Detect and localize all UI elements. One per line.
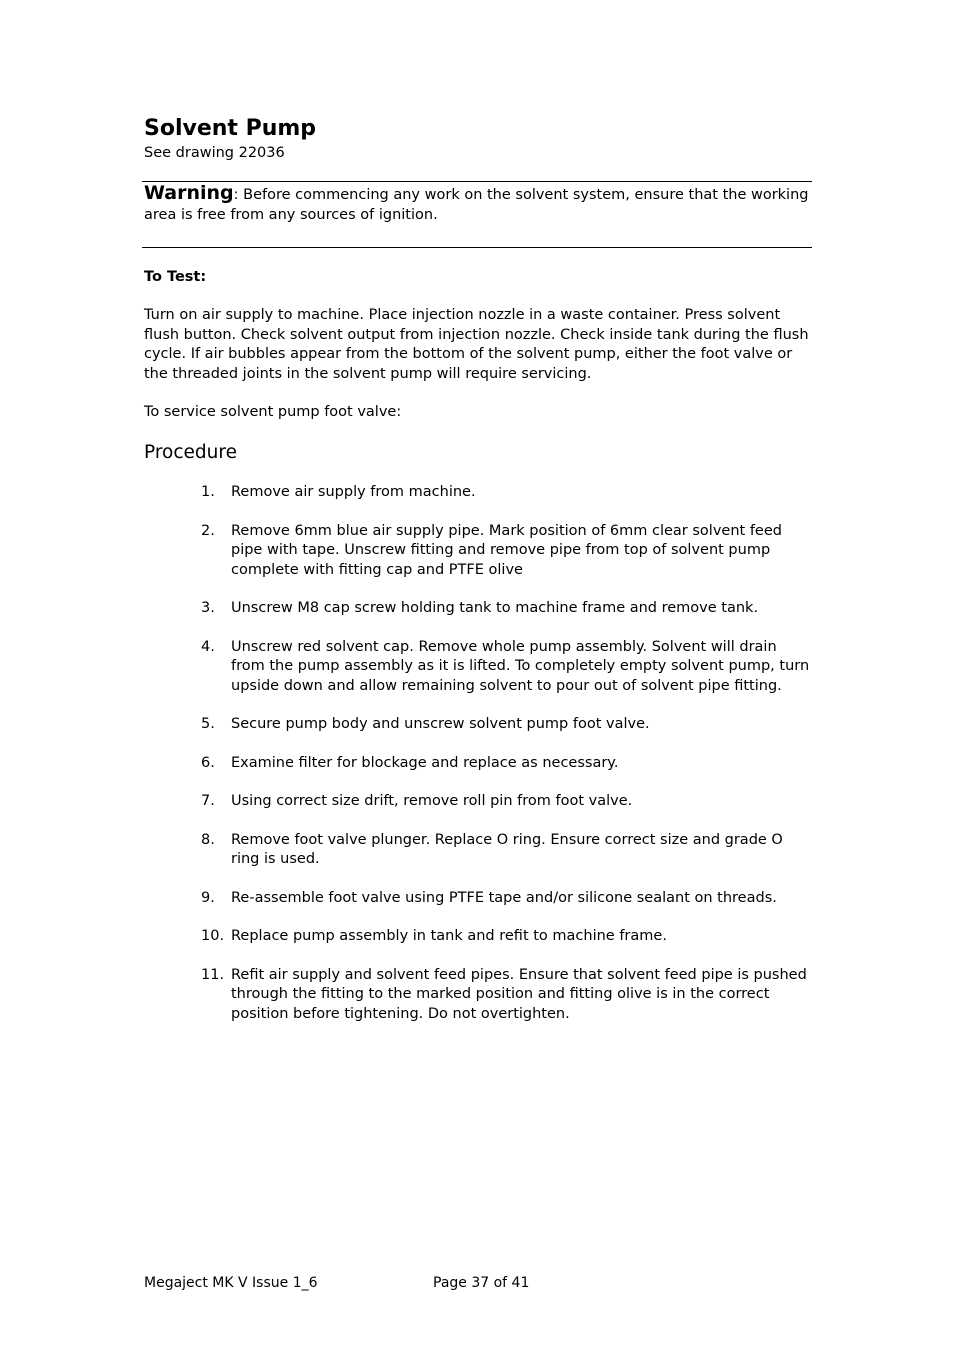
step-number: 7. [201, 793, 215, 809]
step-text: Refit air supply and solvent feed pipes. Ensure that solvent feed pipe is pushed through the fitting to the marked position and fitting olive is in the correct position before tightening. Do not overtighten. [231, 966, 807, 1022]
procedure-step [0, 522, 811, 581]
step-text: Remove foot valve plunger. Replace O ring. Ensure correct size and grade O ring is used. [231, 831, 783, 867]
procedure-step [0, 792, 811, 812]
step-number: 9. [201, 889, 215, 906]
procedure-step [0, 483, 811, 503]
procedure-step [0, 599, 811, 619]
procedure-step [0, 889, 811, 909]
step-text: Using correct size drift, remove roll pin from foot valve. [231, 793, 633, 809]
step-text: Re-assemble foot valve using PTFE tape and/or silicone sealant on threads. [231, 889, 777, 906]
step-number: 8. [201, 831, 215, 848]
step-text: Remove air supply from machine. [231, 484, 476, 500]
procedure-step [0, 966, 811, 1025]
test-paragraph: Turn on air supply to machine. Place injection nozzle in a waste container. Press solvent flush button. Check solvent output from injection nozzle. Check inside tank during the flush cycle. If air bubbles appear from the bottom of the solvent pump, either the foot valve or the threaded joints in the solvent pump will require servicing. [144, 307, 809, 382]
warning-top-divider [142, 181, 812, 182]
step-text: Unscrew M8 cap screw holding tank to machine frame and remove tank. [231, 600, 759, 616]
step-number: 10. [201, 928, 225, 944]
step-number: 5. [201, 716, 215, 732]
procedure-heading: Procedure [144, 442, 237, 463]
step-number: 1. [201, 484, 215, 500]
warning-bottom-divider [142, 247, 812, 248]
step-number: 2. [201, 522, 215, 539]
procedure-step [0, 638, 811, 697]
footer-page-number: Page 37 of 41 [433, 1275, 530, 1291]
warning-text: : Before commencing any work on the solvent system, ensure that the working area is free from any sources of ignition. [144, 187, 809, 223]
step-number: 6. [201, 754, 215, 771]
step-text: Examine filter for blockage and replace as necessary. [231, 754, 619, 771]
procedure-step [0, 754, 811, 774]
step-text: Replace pump assembly in tank and refit to machine frame. [231, 928, 667, 944]
step-text: Remove 6mm blue air supply pipe. Mark position of 6mm clear solvent feed pipe with tape. Unscrew fitting and remove pipe from top of solvent pump complete with fitting cap and PTFE olive [231, 522, 782, 578]
page-title: Solvent Pump [144, 116, 317, 141]
step-text: Secure pump body and unscrew solvent pump foot valve. [231, 716, 650, 732]
procedure-steps [0, 483, 954, 1043]
test-heading: To Test: [144, 269, 207, 285]
procedure-step [0, 715, 811, 735]
warning-box [144, 183, 809, 225]
step-text: Unscrew red solvent cap. Remove whole pump assembly. Solvent will drain from the pump assembly as it is lifted. To completely empty solvent pump, turn upside down and allow remaining solvent to pour out of solvent pipe fitting. [231, 638, 810, 694]
step-number: 4. [201, 638, 215, 655]
step-number: 11. [201, 966, 225, 983]
footer-document-id: Megaject MK V Issue 1_6 [144, 1275, 318, 1291]
drawing-reference: See drawing 22036 [144, 145, 285, 161]
procedure-step [0, 927, 811, 947]
procedure-step [0, 831, 811, 870]
step-number: 3. [201, 600, 215, 616]
warning-label: Warning [144, 182, 234, 204]
service-intro: To service solvent pump foot valve: [144, 404, 402, 420]
